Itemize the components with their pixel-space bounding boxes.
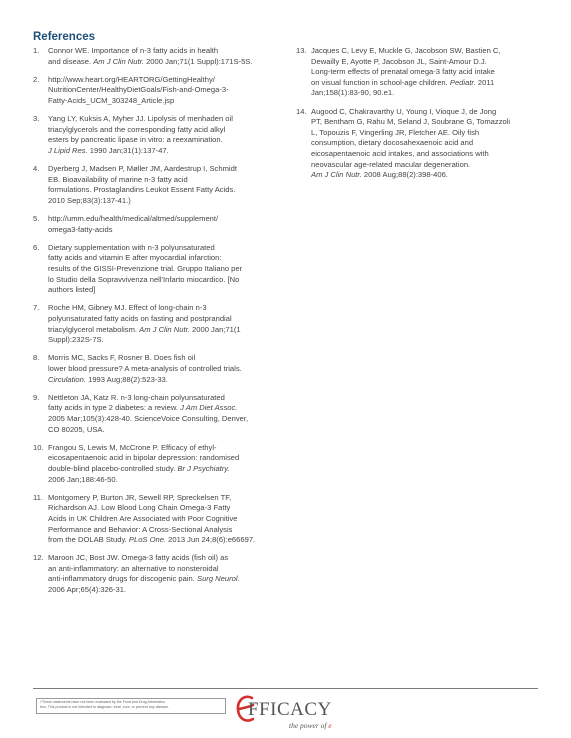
logo-tagline-text: the power of — [289, 721, 327, 730]
reference-text — [48, 214, 281, 235]
reference-text — [48, 303, 281, 345]
reference-line: 2010 Sep;83(3):137-41.) — [48, 195, 131, 205]
reference-item — [33, 303, 281, 345]
reference-number: 14. — [296, 106, 307, 116]
reference-line: eicosapentaenoic acid in bipolar depression: randomised — [48, 453, 240, 463]
reference-line: Montgomery P, Burton JR, Sewell RP, Spreckelsen TF, — [48, 492, 232, 502]
reference-item — [33, 114, 281, 156]
logo-tagline-mark: e — [328, 721, 332, 730]
reference-line: omega3-fatty-acids — [48, 224, 113, 234]
reference-line: Yang LY, Kuksis A, Myher JJ. Lipolysis of menhaden oil — [48, 114, 233, 124]
reference-number: 2. — [33, 74, 40, 84]
reference-line: Morris MC, Sacks F, Rosner B. Does fish oil — [48, 353, 196, 363]
reference-line: Long-term effects of prenatal omega-3 fatty acid intake — [311, 67, 495, 77]
reference-number: 5. — [33, 214, 40, 224]
reference-line: Circulation. 1993 Aug;88(2):523-33. — [48, 374, 168, 384]
reference-item — [296, 107, 528, 181]
reference-text — [48, 443, 281, 485]
reference-line: from the DOLAB Study. PLoS One. 2013 Jun 24;8(6):e66697. — [48, 535, 256, 545]
reference-item — [296, 46, 528, 99]
logo-tagline — [289, 721, 332, 730]
footer-divider — [33, 688, 538, 689]
reference-item — [33, 393, 281, 435]
reference-text — [48, 493, 281, 546]
reference-item — [33, 553, 281, 595]
reference-line: eicosapentaenoic acid intakes, and associations with — [311, 148, 489, 158]
reference-number: 12. — [33, 553, 44, 563]
reference-line: polyunsaturated fatty acids on fasting and postprandial — [48, 314, 232, 324]
reference-number: 13. — [296, 46, 307, 55]
reference-number: 6. — [33, 242, 40, 252]
reference-line: double-blind placebo-controlled study. Br J Psychiatry. — [48, 463, 230, 473]
reference-line: lo Studio della Sopravvivenza nell'Infarto miocardico. [No — [48, 274, 240, 284]
reference-line: http://www.heart.org/HEARTORG/GettingHealthy/ — [48, 74, 215, 84]
logo-wordmark: FFICACY — [248, 699, 332, 720]
reference-line: 2006 Apr;65(4):326-31. — [48, 585, 127, 595]
reference-line: formulations. Prostaglandins Leukot Essent Fatty Acids. — [48, 185, 236, 195]
reference-line: fatty acids and vitamin E after myocardial infarction: — [48, 253, 222, 263]
reference-line: Jan;158(1):83-90, 90.e1. — [311, 88, 395, 98]
reference-line: CO 80205, USA. — [48, 424, 105, 434]
reference-line: Connor WE. Importance of n-3 fatty acids in health — [48, 46, 219, 55]
reference-line: Augood C, Chakravarthy U, Young I, Vioque J, de Jong — [311, 106, 497, 116]
reference-line: esters by pancreatic lipase in vitro: a reexamination. — [48, 135, 223, 145]
references-left-column — [33, 46, 281, 603]
reference-text — [48, 393, 281, 435]
reference-line: anti-inflammatory drugs for discogenic pain. Surg Neurol. — [48, 574, 240, 584]
reference-line: authors listed] — [48, 285, 96, 295]
reference-line: consumption, dietary docosahexaenoic acid and — [311, 138, 474, 148]
reference-text — [48, 114, 281, 156]
reference-line: 2006 Jan;188:46-50. — [48, 474, 118, 484]
reference-number: 11. — [33, 492, 43, 502]
reference-line: J Lipid Res. 1990 Jan;31(1):137-47. — [48, 145, 169, 155]
reference-number: 7. — [33, 303, 40, 313]
reference-item — [33, 243, 281, 296]
reference-number: 3. — [33, 114, 40, 124]
reference-line: http://umm.edu/health/medical/altmed/supplement/ — [48, 214, 219, 224]
reference-line: Frangou S, Lewis M, McCrone P. Efficacy of ethyl- — [48, 442, 217, 452]
reference-line: Nettleton JA, Katz R. n-3 long-chain polyunsaturated — [48, 392, 225, 402]
reference-line: Suppl):232S-7S. — [48, 335, 104, 345]
reference-line: Fatty-Acids_UCM_303248_Article.jsp — [48, 95, 175, 105]
reference-line: Performance and Behavior: A Cross-Sectional Analysis — [48, 524, 233, 534]
reference-line: triacylglycerol metabolism. Am J Clin Nutr. 2000 Jan;71(1 — [48, 324, 241, 334]
reference-number: 10. — [33, 442, 44, 452]
reference-line: Acids in UK Children Are Associated with Poor Cognitive — [48, 513, 238, 523]
reference-line: an anti-inflammatory: an alternative to nonsteroidal — [48, 563, 219, 573]
reference-line: PT, Bentham G, Rahu M, Seland J, Soubrane G, Tomazzoli — [311, 117, 511, 127]
disclaimer-line: tion. This product is not intended to diagnose, treat, cure, or prevent any disease. — [40, 705, 169, 710]
reference-text — [48, 164, 281, 206]
reference-line: Am J Clin Nutr. 2008 Aug;88(2):398-406. — [311, 170, 448, 180]
reference-line: 2005 Mar;105(3):428-40. ScienceVoice Consulting, Denver, — [48, 413, 249, 423]
reference-line: Dyerberg J, Madsen P, Møller JM, Aardestrup I, Schmidt — [48, 164, 237, 174]
reference-line: NutritionCenter/HealthyDietGoals/Fish-and-Omega-3- — [48, 85, 229, 95]
disclaimer-line: †These statements have not been evaluated by the Food and Drug Administra- — [40, 700, 166, 704]
reference-item — [33, 164, 281, 206]
reference-line: fatty acids in type 2 diabetes: a review. J Am Diet Assoc. — [48, 403, 238, 413]
reference-text — [48, 75, 281, 107]
reference-line: Jacques C, Levy E, Muckle G, Jacobson SW, Bastien C, — [311, 46, 501, 55]
reference-line: Dewailly E, Ayotte P, Jacobson JL, Saint-Amour D.J. — [311, 56, 487, 66]
reference-line: Dietary supplementation with n-3 polyunsaturated — [48, 242, 215, 252]
reference-line: lower blood pressure? A meta-analysis of controlled trials. — [48, 364, 242, 373]
reference-line: triacylglycerols and the corresponding fatty acid alkyl — [48, 124, 226, 134]
reference-item — [33, 353, 281, 385]
reference-line: Roche HM, Gibney MJ. Effect of long-chain n-3 — [48, 303, 207, 313]
reference-item — [33, 46, 281, 67]
reference-text — [48, 553, 281, 595]
reference-number: 8. — [33, 353, 40, 363]
reference-line: L, Topouzis F, Vingerling JR, Fletcher AE. Oily fish — [311, 127, 480, 137]
reference-item — [33, 443, 281, 485]
reference-number: 4. — [33, 164, 40, 174]
reference-item — [33, 75, 281, 107]
reference-line: results of the GISSI-Prevenzione trial. Gruppo Italiano per — [48, 264, 243, 274]
reference-text — [48, 353, 281, 385]
reference-number: 1. — [33, 46, 40, 55]
references-right-column — [296, 46, 528, 188]
reference-text — [311, 46, 528, 99]
reference-item — [33, 493, 281, 546]
reference-line: on visual function in school-age children. Pediatr. 2011 — [311, 77, 495, 87]
reference-line: EB. Bioavailability of marine n-3 fatty acid — [48, 174, 188, 184]
reference-text — [311, 107, 528, 181]
efficacy-logo — [233, 690, 343, 734]
reference-line: Richardson AJ. Low Blood Long Chain Omega-3 Fatty — [48, 503, 231, 513]
reference-number: 9. — [33, 392, 40, 402]
references-heading: References — [33, 31, 96, 43]
reference-item — [33, 214, 281, 235]
reference-line: and disease. Am J Clin Nutr. 2000 Jan;71(1 Suppl):171S-5S. — [48, 56, 253, 66]
fda-disclaimer-box — [36, 698, 226, 714]
reference-line: neovascular age-related macular degeneration. — [311, 159, 471, 169]
reference-text — [48, 243, 281, 296]
reference-text — [48, 46, 281, 67]
reference-line: Maroon JC, Bost JW. Omega-3 fatty acids (fish oil) as — [48, 553, 229, 563]
